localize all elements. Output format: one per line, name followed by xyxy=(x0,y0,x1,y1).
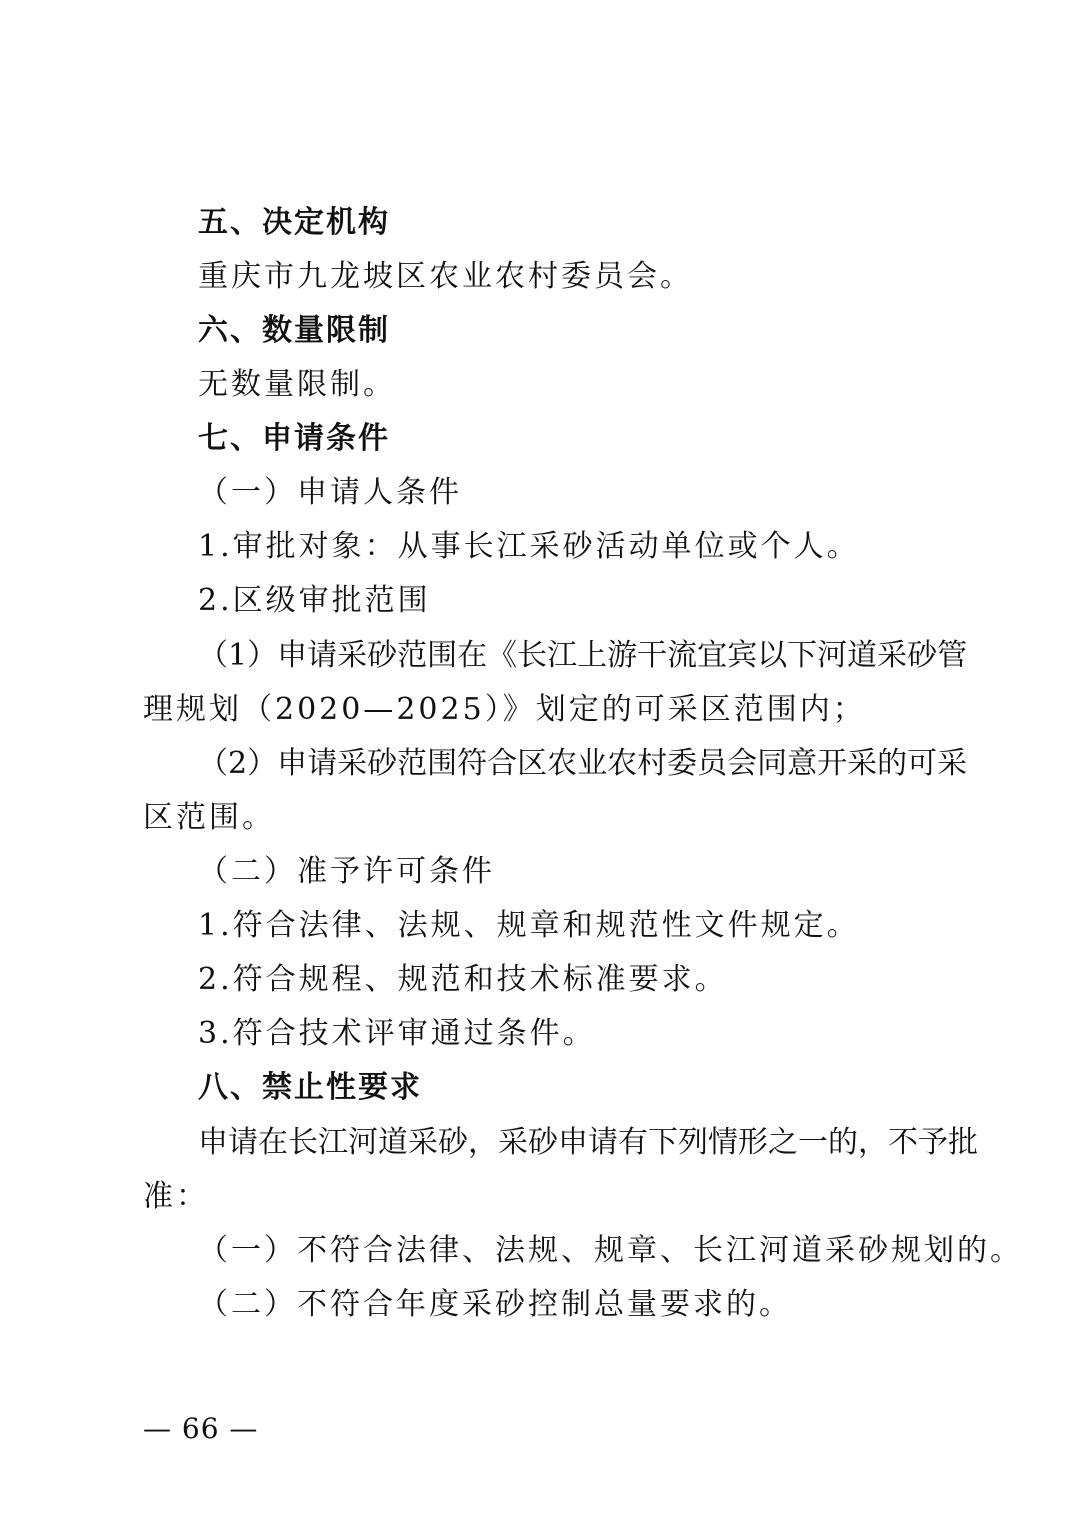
section-heading-prohibitions: 八、禁止性要求 xyxy=(198,1070,422,1105)
subheading-applicant-conditions: （一）申请人条件 xyxy=(198,475,462,510)
district-scope-item-2-line-1: （2）申请采砂范围符合区农业农村委员会同意开采的可采 xyxy=(198,746,968,781)
quantity-limit-text: 无数量限制。 xyxy=(198,367,396,402)
approval-condition-item-3: 3.符合技术评审通过条件。 xyxy=(198,1016,596,1051)
subheading-approval-conditions: （二）准予许可条件 xyxy=(198,854,495,889)
decision-authority-text: 重庆市九龙坡区农业农村委员会。 xyxy=(198,259,693,294)
district-scope-item-2-line-2: 区范围。 xyxy=(143,800,275,835)
prohibition-item-1: （一）不符合法律、法规、规章、长江河道采砂规划的。 xyxy=(198,1233,1023,1268)
section-heading-quantity-limit: 六、数量限制 xyxy=(198,313,390,348)
district-scope-item-1-line-2: 理规划（2020—2025）》划定的可采区范围内； xyxy=(143,692,866,727)
applicant-condition-item-2: 2.区级审批范围 xyxy=(198,583,431,618)
page-number: — 66 — xyxy=(143,1412,259,1445)
section-heading-application-conditions: 七、申请条件 xyxy=(198,421,390,456)
section-heading-decision-authority: 五、决定机构 xyxy=(198,205,390,240)
approval-condition-item-2: 2.符合规程、规范和技术标准要求。 xyxy=(198,962,728,997)
prohibition-item-2: （二）不符合年度采砂控制总量要求的。 xyxy=(198,1287,792,1322)
prohibitions-intro-line-1: 申请在长江河道采砂，采砂申请有下列情形之一的，不予批 xyxy=(198,1125,978,1160)
approval-condition-item-1: 1.符合法律、法规、规章和规范性文件规定。 xyxy=(198,908,860,943)
applicant-condition-item-1: 1.审批对象：从事长江采砂活动单位或个人。 xyxy=(198,529,860,564)
district-scope-item-1-line-1: （1）申请采砂范围在《长江上游干流宜宾以下河道采砂管 xyxy=(198,638,968,673)
prohibitions-intro-line-2: 准： xyxy=(143,1179,209,1214)
